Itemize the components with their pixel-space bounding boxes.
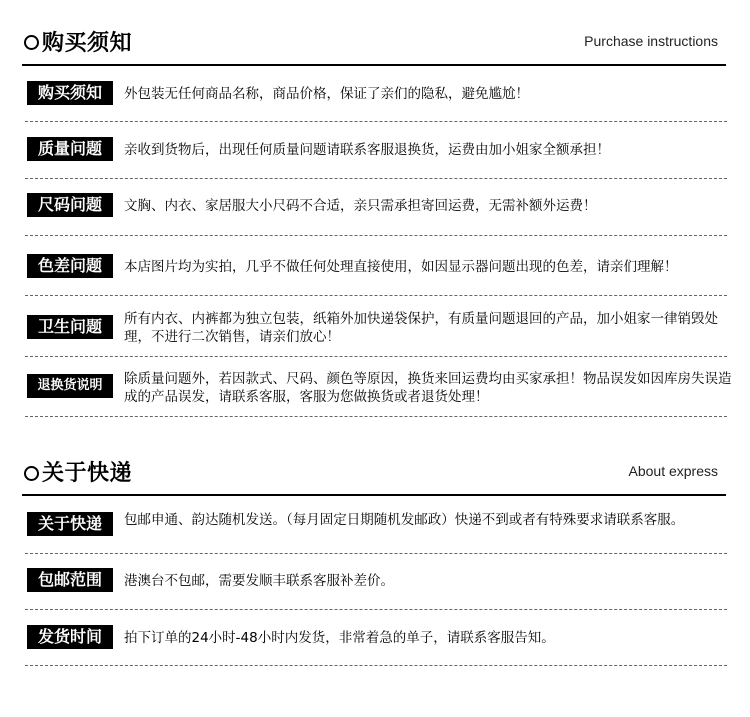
circle-bullet-icon [24,35,39,50]
row-label: 退换货说明 [27,374,113,398]
express-row [25,566,727,610]
purchase-row [25,78,727,122]
purchase-section-subtitle: Purchase instructions [584,33,718,49]
row-text: 包邮申通、韵达随机发送。（每月固定日期随机发邮政）快递不到或者有特殊要求请联系客服。 [124,512,685,528]
row-label: 卫生问题 [27,315,113,339]
row-text: 亲收到货物后，出现任何质量问题请联系客服退换货，运费由加小姐家全额承担！ [124,142,610,158]
row-text: 文胸、内衣、家居服大小尺码不合适，亲只需承担寄回运费，无需补额外运费！ [124,198,597,214]
row-label: 质量问题 [27,137,113,161]
purchase-row [25,135,727,179]
row-text: 港澳台不包邮，需要发顺丰联系客服补差价。 [124,573,394,589]
purchase-section-header [22,24,726,66]
purchase-section-title: 购买须知 [42,31,133,56]
row-text: 除质量问题外，若因款式、尺码、颜色等原因，换货来回运费均由买家承担！物品误发如因库房失误造成的产品误发，请联系客服，客服为您做换货或者退货处理！ [124,371,732,405]
express-section-header [22,454,726,496]
purchase-row [25,249,727,296]
row-label: 购买须知 [27,81,113,105]
row-text: 拍下订单的24小时-48小时内发货，非常着急的单子，请联系客服告知。 [124,630,555,646]
purchase-row [25,308,727,357]
row-label: 发货时间 [27,625,113,649]
express-row [25,508,727,554]
express-section-title: 关于快递 [42,461,133,486]
circle-bullet-icon [24,466,39,481]
row-text: 所有内衣、内裤都为独立包装，纸箱外加快递袋保护，有质量问题退回的产品，加小姐家一律销毁处理，不进行二次销售，请亲们放心！ [124,311,718,345]
express-section-subtitle: About express [628,463,718,479]
row-label: 关于快递 [27,512,113,536]
purchase-row [25,192,727,236]
row-text: 外包装无任何商品名称，商品价格，保证了亲们的隐私，避免尴尬！ [124,86,529,102]
row-label: 包邮范围 [27,568,113,592]
row-label: 尺码问题 [27,193,113,217]
row-label: 色差问题 [27,254,113,278]
purchase-row [25,369,732,417]
row-text: 本店图片均为实拍，几乎不做任何处理直接使用，如因显示器问题出现的色差，请亲们理解！ [124,259,678,275]
express-row [25,622,727,666]
